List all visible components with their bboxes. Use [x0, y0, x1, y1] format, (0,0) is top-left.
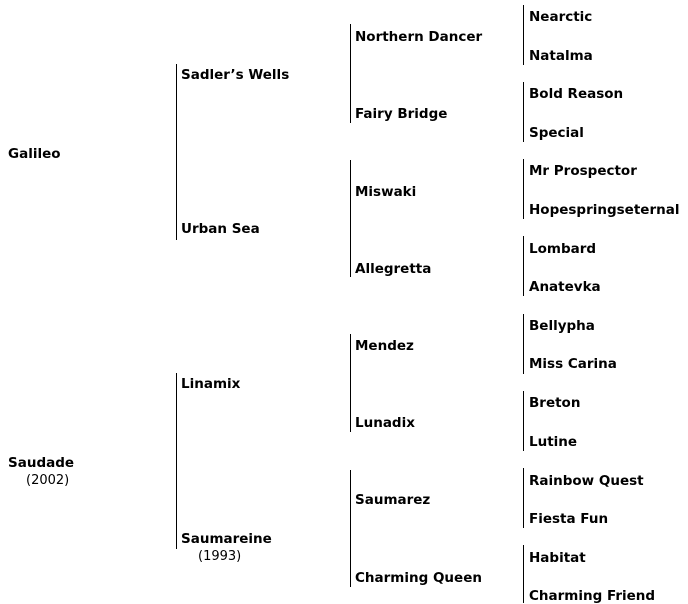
sire-dam-name: Urban Sea	[181, 221, 260, 237]
gen3-name: Bold Reason	[529, 86, 624, 102]
gen3-name: Hopespringseternal	[529, 202, 680, 218]
bracket-urban-sea	[350, 160, 351, 277]
bracket-miswaki	[523, 159, 524, 219]
sire-sire-name: Sadler’s Wells	[181, 67, 290, 83]
gen3-name: Lombard	[529, 241, 597, 257]
bracket-allegretta	[523, 236, 524, 296]
bracket-mendez	[523, 314, 524, 374]
gen2-name: Miswaki	[355, 184, 417, 200]
bracket-fairy-bridge	[523, 82, 524, 142]
bracket-linamix	[350, 334, 351, 432]
gen2-name: Saumarez	[355, 492, 431, 508]
gen3-name: Anatevka	[529, 279, 601, 295]
gen2-name: Lunadix	[355, 415, 415, 431]
gen2-name: Northern Dancer	[355, 29, 483, 45]
gen3-name: Special	[529, 125, 584, 141]
subject-name: Saudade	[8, 455, 75, 471]
bracket-saumareine	[350, 470, 351, 587]
gen3-name: Charming Friend	[529, 588, 656, 604]
dam-sire-name: Linamix	[181, 376, 241, 392]
gen3-name: Bellypha	[529, 318, 595, 334]
gen3-name: Nearctic	[529, 9, 593, 25]
bracket-galileo	[176, 64, 177, 240]
gen3-name: Mr Prospector	[529, 163, 637, 179]
gen3-name: Rainbow Quest	[529, 473, 644, 489]
dam-dam-year: (1993)	[198, 549, 242, 564]
gen3-name: Natalma	[529, 48, 593, 64]
gen3-name: Fiesta Fun	[529, 511, 609, 527]
sire-name: Galileo	[8, 146, 61, 162]
subject-year: (2002)	[26, 473, 70, 488]
gen2-name: Fairy Bridge	[355, 106, 448, 122]
gen3-name: Lutine	[529, 434, 578, 450]
gen2-name: Allegretta	[355, 261, 432, 277]
bracket-saudade	[176, 373, 177, 549]
gen3-name: Habitat	[529, 550, 586, 566]
bracket-charming-queen	[523, 545, 524, 603]
bracket-saumarez	[523, 468, 524, 528]
gen2-name: Mendez	[355, 338, 414, 354]
bracket-lunadix	[523, 391, 524, 451]
bracket-northern-dancer	[523, 5, 524, 65]
gen2-name: Charming Queen	[355, 570, 482, 586]
gen3-name: Miss Carina	[529, 356, 617, 372]
gen3-name: Breton	[529, 395, 581, 411]
bracket-sadlers-wells	[350, 24, 351, 123]
dam-dam-name: Saumareine	[181, 531, 272, 547]
